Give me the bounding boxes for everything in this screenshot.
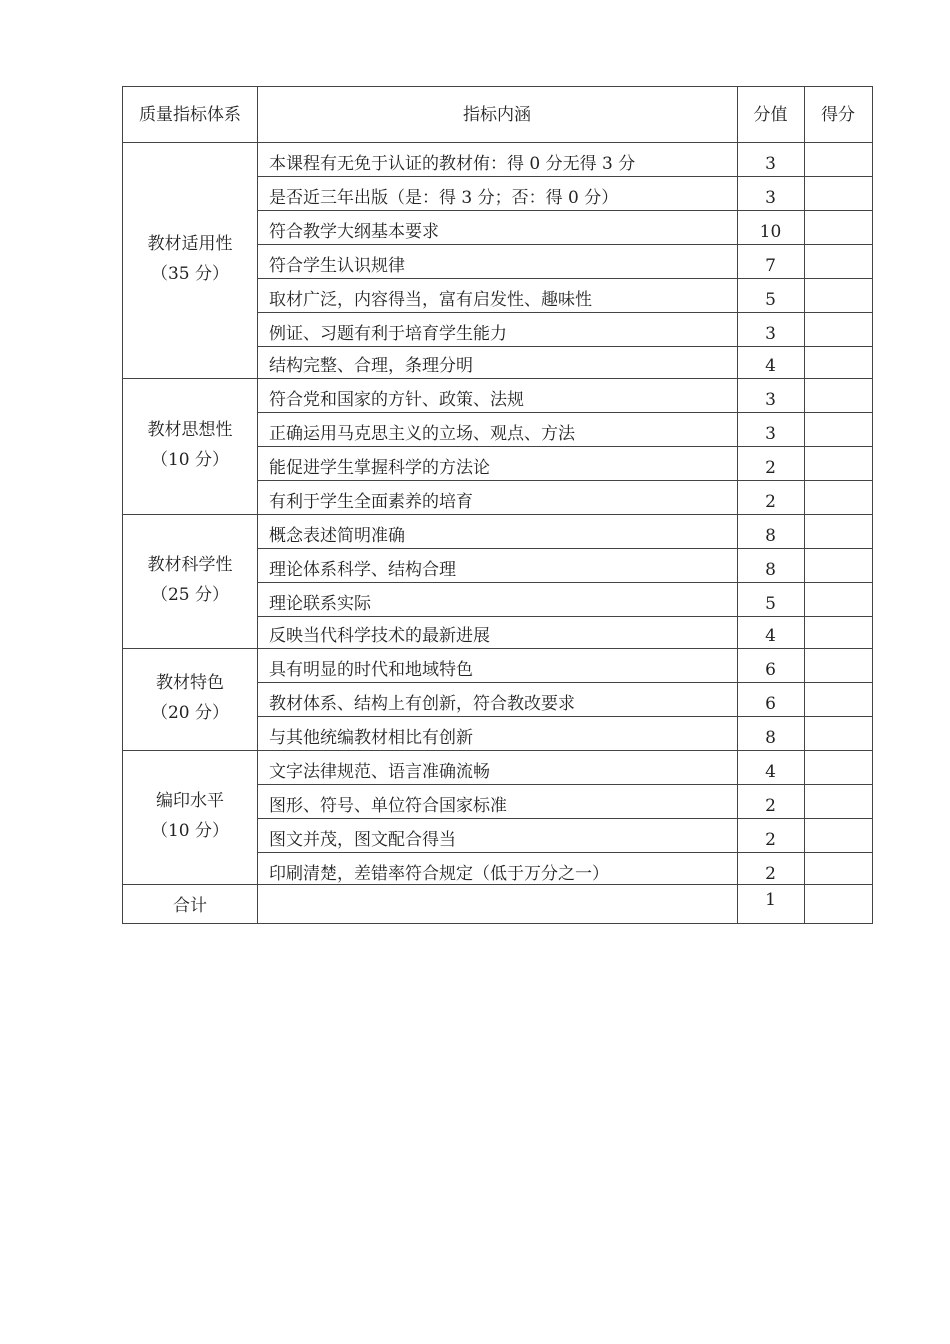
item-text: 理论体系科学、结构合理	[269, 560, 456, 580]
evaluation-table	[122, 86, 873, 924]
row-divider	[257, 278, 872, 279]
item-value: 3	[765, 390, 776, 410]
item-value: 3	[765, 188, 776, 208]
item-value: 7	[765, 256, 776, 276]
item-text: 有利于学生全面素养的培育	[269, 492, 473, 512]
item-text: 具有明显的时代和地域特色	[269, 660, 473, 680]
group-name: 教材适用性	[147, 234, 233, 254]
group-divider	[123, 648, 872, 649]
item-text: 能促进学生掌握科学的方法论	[269, 458, 490, 478]
item-value: 8	[765, 526, 776, 546]
group-name: 教材思想性	[147, 420, 233, 440]
item-text: 例证、习题有利于培育学生能力	[269, 324, 507, 344]
row-divider	[257, 818, 872, 819]
item-value: 2	[765, 864, 776, 884]
item-value: 5	[765, 290, 776, 310]
item-value: 8	[765, 560, 776, 580]
total-label: 合计	[173, 896, 207, 916]
item-text: 正确运用马克思主义的立场、观点、方法	[269, 424, 575, 444]
item-value: 4	[765, 356, 776, 376]
row-divider	[257, 682, 872, 683]
row-divider	[257, 582, 872, 583]
item-text: 结构完整、合理，条理分明	[269, 356, 473, 376]
row-divider	[257, 616, 872, 617]
item-value: 4	[765, 762, 776, 782]
column-divider	[804, 87, 805, 923]
item-text: 是否近三年出版（是：得 3 分；否：得 0 分）	[269, 188, 619, 208]
group-divider	[123, 378, 872, 379]
item-text: 符合教学大纲基本要求	[269, 222, 439, 242]
item-text: 符合党和国家的方针、政策、法规	[269, 390, 524, 410]
item-value: 4	[765, 626, 776, 646]
row-divider	[257, 480, 872, 481]
header-score: 得分	[821, 105, 855, 125]
item-text: 教材体系、结构上有创新，符合教改要求	[269, 694, 575, 714]
row-divider	[257, 548, 872, 549]
group-name: 教材科学性	[147, 555, 233, 575]
header-divider	[123, 142, 872, 143]
group-divider	[123, 884, 872, 885]
item-text: 理论联系实际	[269, 594, 371, 614]
item-value: 6	[765, 660, 776, 680]
item-text: 印刷清楚，差错率符合规定（低于万分之一）	[269, 864, 609, 884]
item-text: 本课程有无免于认证的教材侑：得 0 分无得 3 分	[269, 154, 636, 174]
column-divider	[257, 87, 258, 923]
item-text: 图文并茂，图文配合得当	[269, 830, 456, 850]
row-divider	[257, 716, 872, 717]
row-divider	[257, 312, 872, 313]
group-divider	[123, 514, 872, 515]
item-value: 2	[765, 492, 776, 512]
total-value: 1	[765, 890, 776, 910]
row-divider	[257, 446, 872, 447]
group-name: 教材特色	[156, 673, 224, 693]
row-divider	[257, 852, 872, 853]
item-value: 2	[765, 830, 776, 850]
header-system: 质量指标体系	[139, 105, 241, 125]
header-value: 分值	[753, 105, 788, 125]
row-divider	[257, 176, 872, 177]
item-text: 与其他统编教材相比有创新	[269, 728, 473, 748]
row-divider	[257, 412, 872, 413]
group-points: （25 分）	[150, 585, 230, 605]
header-content: 指标内涵	[463, 105, 531, 125]
item-text: 概念表述简明准确	[269, 526, 405, 546]
item-value: 3	[765, 324, 776, 344]
group-name: 编印水平	[156, 791, 224, 811]
group-points: （35 分）	[150, 264, 230, 284]
item-text: 符合学生认识规律	[269, 256, 405, 276]
row-divider	[257, 210, 872, 211]
row-divider	[257, 244, 872, 245]
item-value: 3	[765, 424, 776, 444]
group-divider	[123, 750, 872, 751]
item-text: 取材广泛，内容得当，富有启发性、趣味性	[269, 290, 592, 310]
item-value: 10	[759, 222, 782, 242]
item-value: 2	[765, 458, 776, 478]
item-value: 2	[765, 796, 776, 816]
group-points: （10 分）	[150, 450, 230, 470]
row-divider	[257, 346, 872, 347]
item-text: 图形、符号、单位符合国家标准	[269, 796, 507, 816]
item-text: 文字法律规范、语言准确流畅	[269, 762, 490, 782]
item-value: 8	[765, 728, 776, 748]
item-value: 5	[765, 594, 776, 614]
item-text: 反映当代科学技术的最新进展	[269, 626, 490, 646]
row-divider	[257, 784, 872, 785]
group-points: （20 分）	[150, 703, 230, 723]
item-value: 3	[765, 154, 776, 174]
item-value: 6	[765, 694, 776, 714]
group-points: （10 分）	[150, 821, 230, 841]
